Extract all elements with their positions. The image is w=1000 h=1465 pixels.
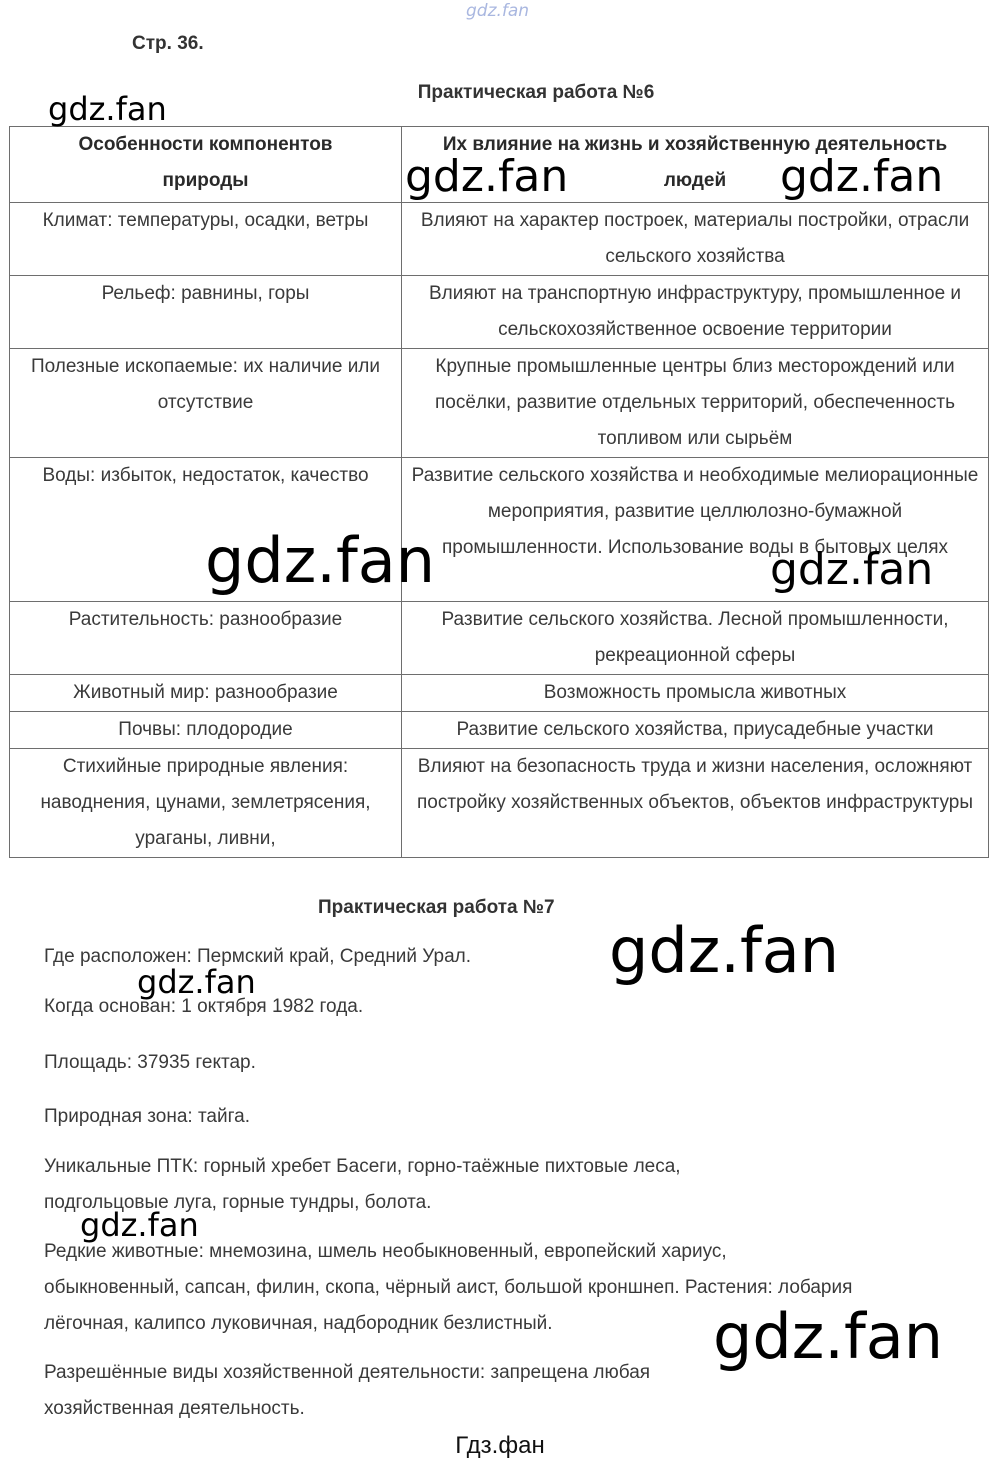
table-row — [10, 712, 989, 749]
pr7-location: Где расположен: Пермский край, Средний Урал. — [44, 946, 472, 967]
component-cell: Стихийные природные явления: наводнения, цунами, землетрясения, ураганы, ливни, — [10, 749, 402, 858]
influence-cell: Развитие сельского хозяйства и необходимые мелиорационные мероприятия, развитие целлюлозно-бумажной промышленности. Использование воды в бытовых целях — [402, 458, 989, 602]
table-row — [10, 749, 989, 858]
table-row — [10, 602, 989, 675]
watermark: gdz.fan — [713, 1300, 944, 1373]
influence-cell: Влияют на безопасность труда и жизни населения, осложняют постройку хозяйственных объектов, объектов инфраструктуры — [402, 749, 989, 858]
pr7-allowed-activity: Разрешённые виды хозяйственной деятельности: запрещена любая хозяйственная деятельность. — [44, 1362, 651, 1419]
pr6-title: Практическая работа №6 — [417, 82, 655, 103]
watermark: gdz.fan — [405, 151, 569, 202]
influence-cell: Развитие сельского хозяйства. Лесной промышленности, рекреационной сферы — [402, 602, 989, 675]
component-cell: Почвы: плодородие — [10, 712, 402, 749]
pr7-rare-species: Редкие животные: мнемозина, шмель необыкновенный, европейский хариус, обыкновенный, сапсан, филин, скопа, чёрный аист, большой кроншнеп. Растения: лобария лёгочная, калипсо луковичная, надбородник безлистный. — [44, 1241, 853, 1334]
header-col1-line2: природы — [162, 170, 249, 191]
influence-cell: Развитие сельского хозяйства, приусадебные участки — [402, 712, 989, 749]
footer-text: Гдз.фан — [455, 1432, 545, 1459]
top-watermark: gdz.fan — [466, 1, 530, 21]
watermark: gdz.fan — [609, 914, 840, 987]
pr6-table — [9, 126, 989, 858]
influence-cell: Возможность промысла животных — [402, 675, 989, 712]
component-cell: Воды: избыток, недостаток, качество — [10, 458, 402, 602]
component-cell: Полезные ископаемые: их наличие или отсутствие — [10, 349, 402, 458]
table-row — [10, 349, 989, 458]
influence-cell: Влияют на транспортную инфраструктуру, промышленное и сельскохозяйственное освоение территории — [402, 276, 989, 349]
header-col2-line2: людей — [663, 170, 727, 191]
influence-cell: Влияют на характер построек, материалы постройки, отрасли сельского хозяйства — [402, 203, 989, 276]
pr7-zone: Природная зона: тайга. — [44, 1106, 250, 1127]
page-label: Стр. 36. — [132, 33, 204, 54]
pr7-founded: Когда основан: 1 октября 1982 года. — [44, 996, 364, 1017]
pr7-title: Практическая работа №7 — [318, 897, 555, 918]
pr7-area: Площадь: 37935 гектар. — [44, 1052, 256, 1073]
watermark: gdz.fan — [80, 1206, 199, 1244]
influence-cell: Крупные промышленные центры близ месторождений или посёлки, развитие отдельных территорий, обеспеченность топливом или сырьём — [402, 349, 989, 458]
component-cell: Рельеф: равнины, горы — [10, 276, 402, 349]
component-cell: Животный мир: разнообразие — [10, 675, 402, 712]
header-col1-line1: Особенности компонентов — [78, 134, 333, 155]
pr7-unique-ptk: Уникальные ПТК: горный хребет Басеги, горно-таёжные пихтовые леса, подгольцовые луга, горные тундры, болота. — [44, 1156, 681, 1213]
table-row — [10, 276, 989, 349]
header-col2-line1: Их влияние на жизнь и хозяйственную деятельность — [442, 134, 948, 155]
header-cell-components — [10, 127, 402, 203]
component-cell: Климат: температуры, осадки, ветры — [10, 203, 402, 276]
table-row — [10, 203, 989, 276]
watermark: gdz.fan — [48, 90, 167, 128]
component-cell: Растительность: разнообразие — [10, 602, 402, 675]
watermark: gdz.fan — [205, 524, 436, 597]
watermark: gdz.fan — [780, 151, 944, 202]
table-row — [10, 675, 989, 712]
watermark: gdz.fan — [137, 963, 256, 1001]
watermark: gdz.fan — [770, 544, 934, 595]
